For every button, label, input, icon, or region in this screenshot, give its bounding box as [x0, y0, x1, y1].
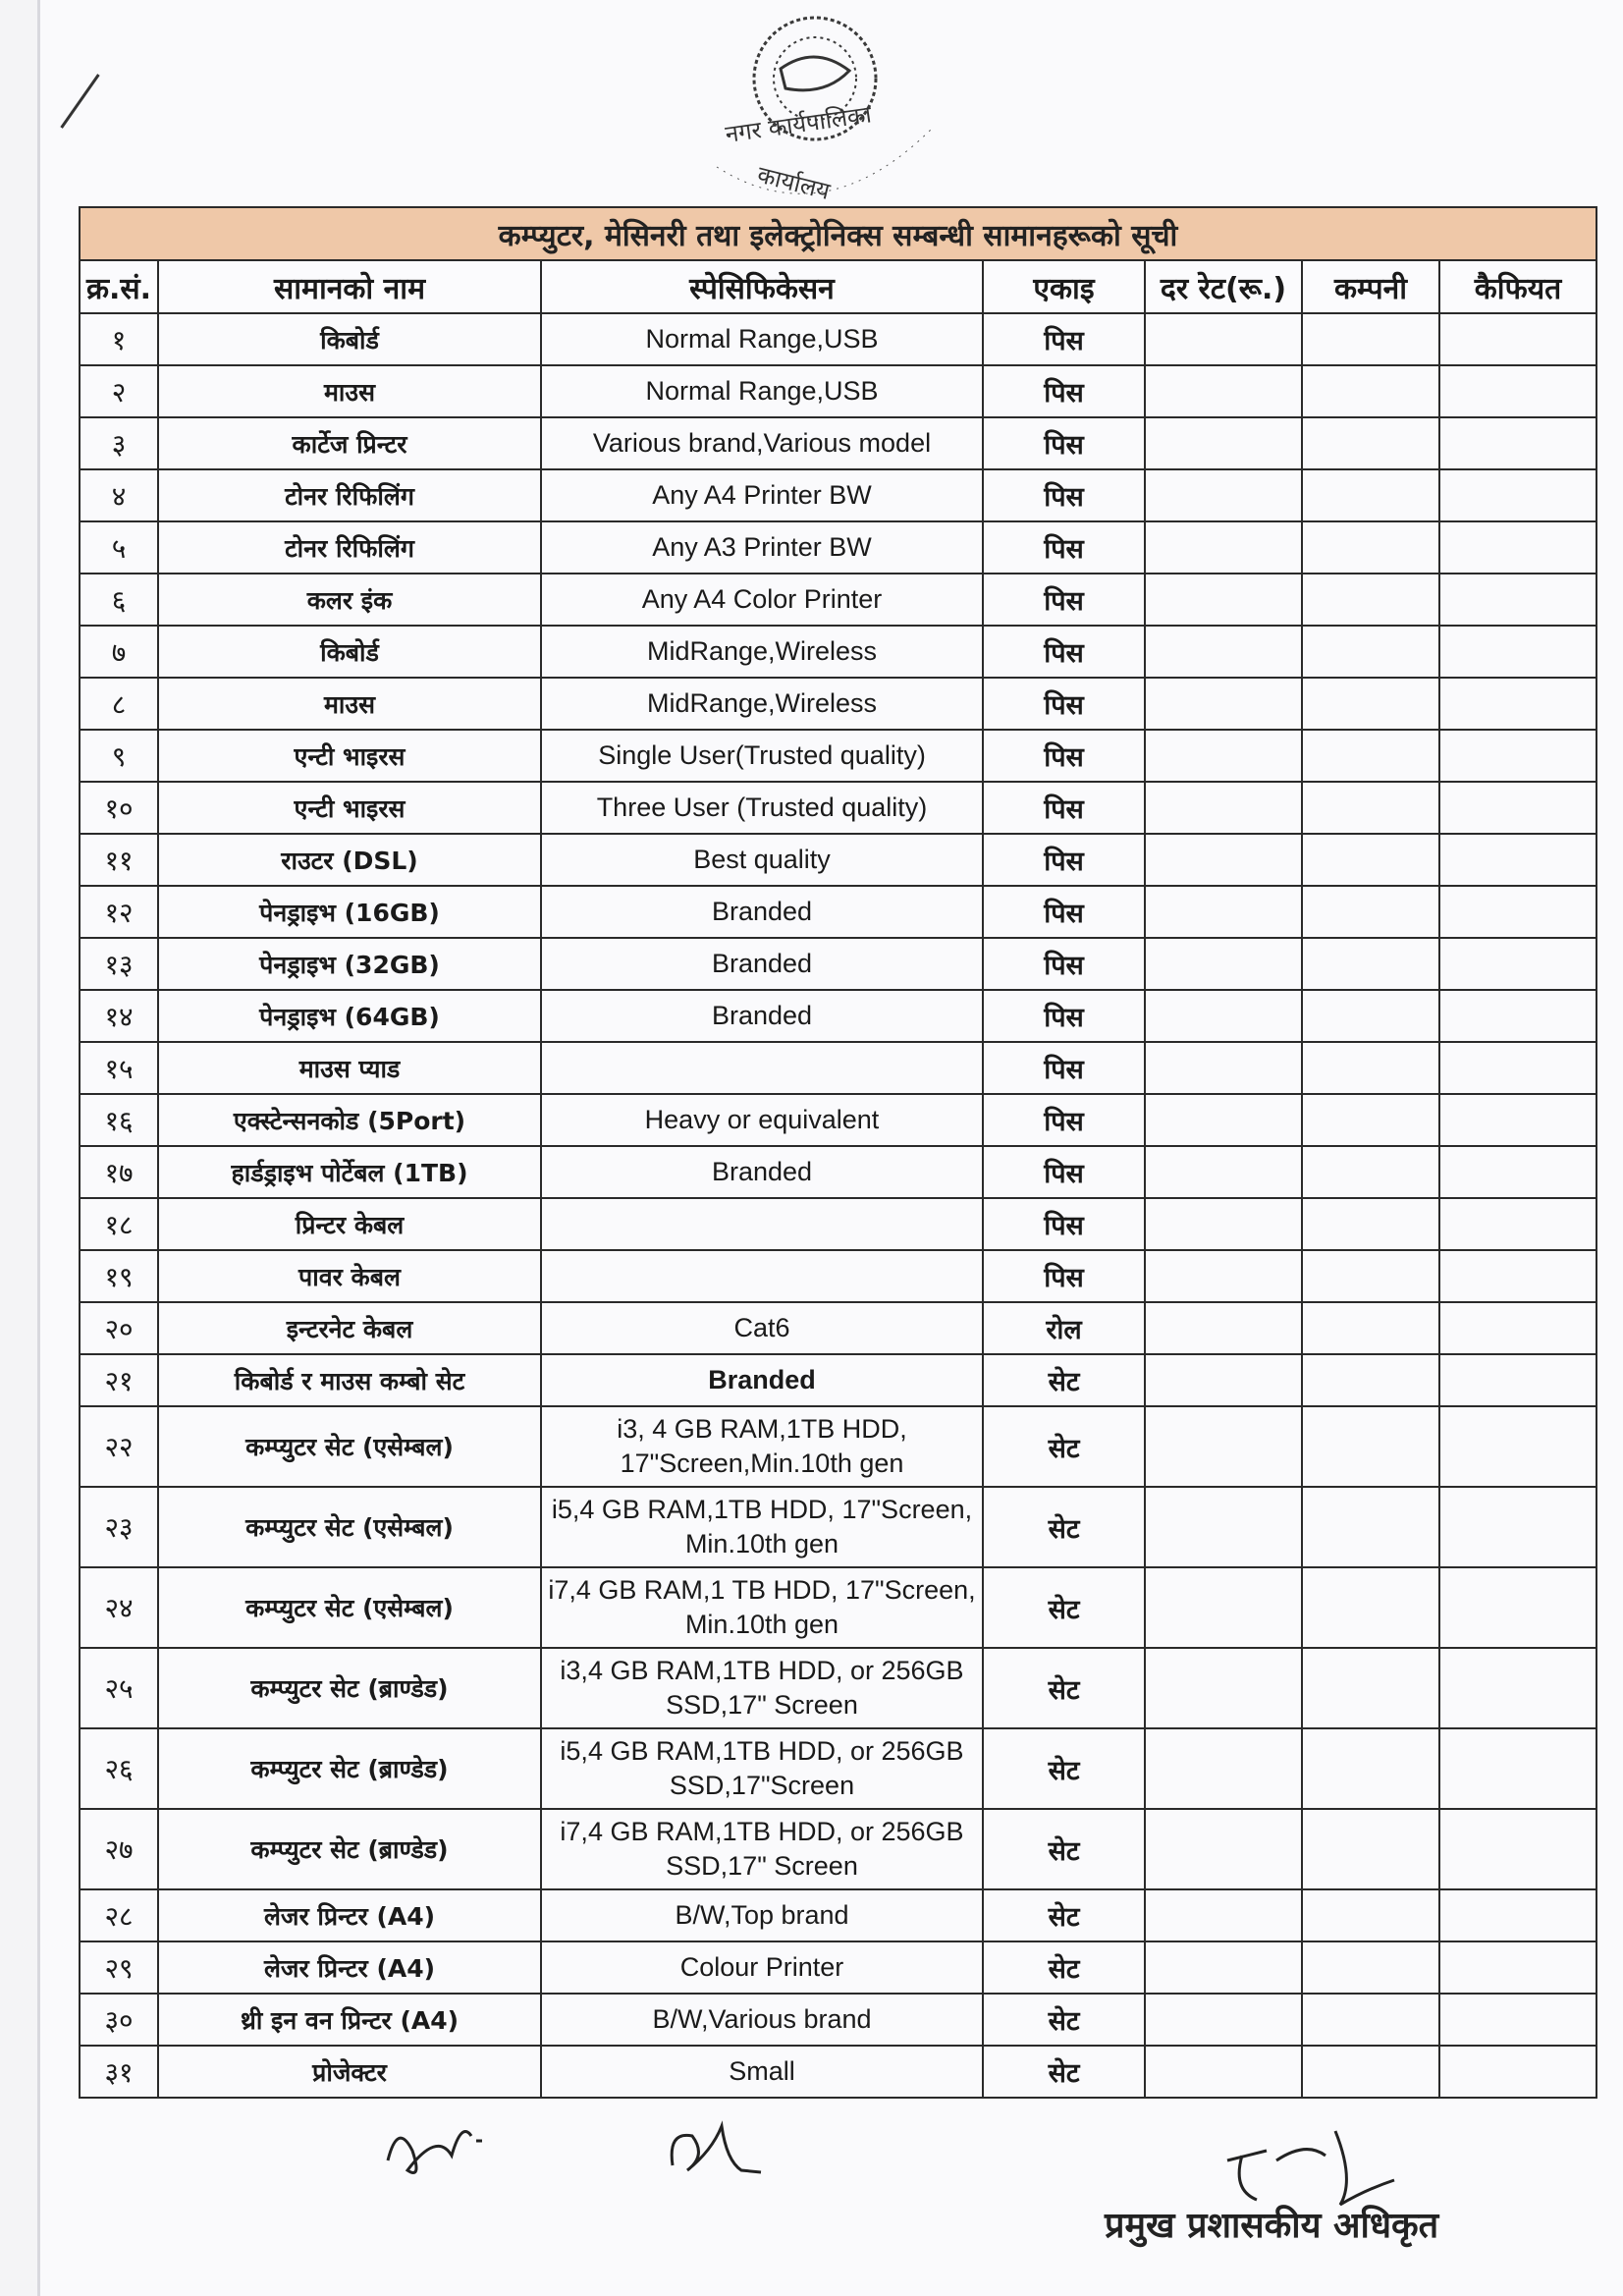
- item-spec: MidRange,Wireless: [541, 678, 983, 730]
- company-cell: [1302, 1146, 1439, 1198]
- item-unit: पिस: [983, 574, 1145, 626]
- item-unit: सेट: [983, 1809, 1145, 1889]
- remarks-cell: [1439, 574, 1596, 626]
- item-unit: सेट: [983, 1354, 1145, 1406]
- company-cell: [1302, 1809, 1439, 1889]
- items-table: [79, 206, 1597, 2099]
- table-row: [80, 1250, 1596, 1302]
- remarks-cell: [1439, 1094, 1596, 1146]
- item-name: कार्टेज प्रिन्टर: [158, 417, 541, 469]
- item-unit: सेट: [983, 1941, 1145, 1994]
- item-serial: २८: [80, 1889, 158, 1941]
- table-row: [80, 1198, 1596, 1250]
- item-unit: पिस: [983, 886, 1145, 938]
- item-unit: पिस: [983, 313, 1145, 365]
- item-spec: Heavy or equivalent: [541, 1094, 983, 1146]
- item-name: कम्प्युटर सेट (एसेम्बल): [158, 1567, 541, 1648]
- item-spec: Branded: [541, 886, 983, 938]
- item-serial: ५: [80, 521, 158, 574]
- remarks-cell: [1439, 1198, 1596, 1250]
- rate-cell: [1145, 1094, 1302, 1146]
- item-unit: पिस: [983, 417, 1145, 469]
- remarks-cell: [1439, 1889, 1596, 1941]
- item-unit: पिस: [983, 1250, 1145, 1302]
- company-cell: [1302, 1941, 1439, 1994]
- rate-cell: [1145, 1146, 1302, 1198]
- item-serial: २२: [80, 1406, 158, 1487]
- item-serial: १७: [80, 1146, 158, 1198]
- remarks-cell: [1439, 1302, 1596, 1354]
- remarks-cell: [1439, 1728, 1596, 1809]
- company-cell: [1302, 1487, 1439, 1567]
- table-row: [80, 574, 1596, 626]
- company-cell: [1302, 469, 1439, 521]
- company-cell: [1302, 313, 1439, 365]
- item-spec: MidRange,Wireless: [541, 626, 983, 678]
- rate-cell: [1145, 1648, 1302, 1728]
- remarks-cell: [1439, 469, 1596, 521]
- remarks-cell: [1439, 782, 1596, 834]
- item-unit: पिस: [983, 365, 1145, 417]
- company-cell: [1302, 782, 1439, 834]
- rate-cell: [1145, 782, 1302, 834]
- item-unit: पिस: [983, 938, 1145, 990]
- item-spec: Normal Range,USB: [541, 313, 983, 365]
- item-spec: Various brand,Various model: [541, 417, 983, 469]
- item-unit: पिस: [983, 626, 1145, 678]
- company-cell: [1302, 938, 1439, 990]
- item-serial: ३: [80, 417, 158, 469]
- rate-cell: [1145, 990, 1302, 1042]
- remarks-cell: [1439, 1567, 1596, 1648]
- signature-3: [1217, 2121, 1414, 2210]
- company-cell: [1302, 1042, 1439, 1094]
- col-header-spec: स्पेसिफिकेसन: [541, 260, 983, 313]
- item-spec: Branded: [541, 1354, 983, 1406]
- item-serial: ३१: [80, 2046, 158, 2098]
- item-spec: Branded: [541, 938, 983, 990]
- company-cell: [1302, 626, 1439, 678]
- company-cell: [1302, 1094, 1439, 1146]
- rate-cell: [1145, 365, 1302, 417]
- item-spec: Normal Range,USB: [541, 365, 983, 417]
- item-spec: Cat6: [541, 1302, 983, 1354]
- table-row: [80, 678, 1596, 730]
- remarks-cell: [1439, 678, 1596, 730]
- table-row: [80, 782, 1596, 834]
- remarks-cell: [1439, 886, 1596, 938]
- item-name: किबोर्ड र माउस कम्बो सेट: [158, 1354, 541, 1406]
- rate-cell: [1145, 313, 1302, 365]
- remarks-cell: [1439, 1406, 1596, 1487]
- item-serial: ३०: [80, 1994, 158, 2046]
- rate-cell: [1145, 574, 1302, 626]
- item-name: एक्स्टेन्सनकोड (5Port): [158, 1094, 541, 1146]
- item-name: थ्री इन वन प्रिन्टर (A4): [158, 1994, 541, 2046]
- signature-2: [653, 2111, 771, 2190]
- item-serial: २: [80, 365, 158, 417]
- item-name: माउस प्याड: [158, 1042, 541, 1094]
- item-unit: पिस: [983, 782, 1145, 834]
- page-edge: [37, 0, 40, 2296]
- item-serial: १९: [80, 1250, 158, 1302]
- company-cell: [1302, 1567, 1439, 1648]
- rate-cell: [1145, 1406, 1302, 1487]
- rate-cell: [1145, 1198, 1302, 1250]
- rate-cell: [1145, 1809, 1302, 1889]
- company-cell: [1302, 2046, 1439, 2098]
- item-unit: पिस: [983, 678, 1145, 730]
- item-serial: २०: [80, 1302, 158, 1354]
- table-row: [80, 1406, 1596, 1487]
- item-name: टोनर रिफिलिंग: [158, 469, 541, 521]
- item-unit: सेट: [983, 1994, 1145, 2046]
- rate-cell: [1145, 1567, 1302, 1648]
- item-serial: ९: [80, 730, 158, 782]
- item-serial: ४: [80, 469, 158, 521]
- table-row: [80, 626, 1596, 678]
- rate-cell: [1145, 834, 1302, 886]
- item-spec: B/W,Top brand: [541, 1889, 983, 1941]
- remarks-cell: [1439, 1648, 1596, 1728]
- item-name: कम्प्युटर सेट (एसेम्बल): [158, 1487, 541, 1567]
- item-spec: Any A4 Printer BW: [541, 469, 983, 521]
- company-cell: [1302, 521, 1439, 574]
- rate-cell: [1145, 1994, 1302, 2046]
- item-spec: i5,4 GB RAM,1TB HDD, 17"Screen, Min.10th gen: [541, 1487, 983, 1567]
- item-spec: i7,4 GB RAM,1 TB HDD, 17"Screen, Min.10th gen: [541, 1567, 983, 1648]
- item-name: हार्डड्राइभ पोर्टेबल (1TB): [158, 1146, 541, 1198]
- item-serial: १४: [80, 990, 158, 1042]
- item-name: पावर केबल: [158, 1250, 541, 1302]
- company-cell: [1302, 1728, 1439, 1809]
- rate-cell: [1145, 1302, 1302, 1354]
- col-header-company: कम्पनी: [1302, 260, 1439, 313]
- rate-cell: [1145, 938, 1302, 990]
- item-serial: १८: [80, 1198, 158, 1250]
- item-name: राउटर (DSL): [158, 834, 541, 886]
- table-row: [80, 1809, 1596, 1889]
- item-serial: २५: [80, 1648, 158, 1728]
- company-cell: [1302, 1406, 1439, 1487]
- rate-cell: [1145, 1941, 1302, 1994]
- signature-1: [378, 2102, 515, 2190]
- item-serial: १६: [80, 1094, 158, 1146]
- table-row: [80, 1302, 1596, 1354]
- item-unit: सेट: [983, 1728, 1145, 1809]
- item-unit: सेट: [983, 2046, 1145, 2098]
- item-name: किबोर्ड: [158, 313, 541, 365]
- table-row: [80, 1994, 1596, 2046]
- item-unit: पिस: [983, 1094, 1145, 1146]
- remarks-cell: [1439, 2046, 1596, 2098]
- table-row: [80, 834, 1596, 886]
- item-serial: २६: [80, 1728, 158, 1809]
- remarks-cell: [1439, 1809, 1596, 1889]
- company-cell: [1302, 417, 1439, 469]
- item-name: कम्प्युटर सेट (ब्राण्डेड): [158, 1648, 541, 1728]
- item-name: कम्प्युटर सेट (ब्राण्डेड): [158, 1809, 541, 1889]
- item-spec: Small: [541, 2046, 983, 2098]
- company-cell: [1302, 1648, 1439, 1728]
- table-row: [80, 1567, 1596, 1648]
- table-row: [80, 1042, 1596, 1094]
- list-title: कम्प्युटर, मेसिनरी तथा इलेक्ट्रोनिक्स सम्बन्धी सामानहरूको सूची: [80, 207, 1596, 260]
- rate-cell: [1145, 417, 1302, 469]
- rate-cell: [1145, 626, 1302, 678]
- remarks-cell: [1439, 1354, 1596, 1406]
- item-unit: पिस: [983, 730, 1145, 782]
- table-row: [80, 1648, 1596, 1728]
- item-spec: Three User (Trusted quality): [541, 782, 983, 834]
- item-unit: सेट: [983, 1406, 1145, 1487]
- table-row: [80, 1889, 1596, 1941]
- item-name: इन्टरनेट केबल: [158, 1302, 541, 1354]
- item-serial: २१: [80, 1354, 158, 1406]
- item-unit: पिस: [983, 469, 1145, 521]
- table-row: [80, 1941, 1596, 1994]
- table-row: [80, 1354, 1596, 1406]
- table-row: [80, 1728, 1596, 1809]
- item-serial: १: [80, 313, 158, 365]
- item-name: कलर इंक: [158, 574, 541, 626]
- rate-cell: [1145, 1354, 1302, 1406]
- table-row: [80, 469, 1596, 521]
- item-spec: Any A3 Printer BW: [541, 521, 983, 574]
- table-row: [80, 1146, 1596, 1198]
- item-spec: [541, 1042, 983, 1094]
- item-name: एन्टी भाइरस: [158, 730, 541, 782]
- item-unit: सेट: [983, 1648, 1145, 1728]
- company-cell: [1302, 886, 1439, 938]
- svg-text:कार्यालय: कार्यालय: [754, 160, 834, 205]
- company-cell: [1302, 1250, 1439, 1302]
- col-header-rate: दर रेट(रू.): [1145, 260, 1302, 313]
- item-name: लेजर प्रिन्टर (A4): [158, 1889, 541, 1941]
- item-unit: पिस: [983, 1198, 1145, 1250]
- company-cell: [1302, 678, 1439, 730]
- table-row: [80, 365, 1596, 417]
- remarks-cell: [1439, 834, 1596, 886]
- item-name: पेनड्राइभ (64GB): [158, 990, 541, 1042]
- item-name: लेजर प्रिन्टर (A4): [158, 1941, 541, 1994]
- item-serial: १५: [80, 1042, 158, 1094]
- col-header-unit: एकाइ: [983, 260, 1145, 313]
- item-name: प्रिन्टर केबल: [158, 1198, 541, 1250]
- item-serial: ६: [80, 574, 158, 626]
- rate-cell: [1145, 1728, 1302, 1809]
- remarks-cell: [1439, 1250, 1596, 1302]
- chief-administrative-officer-label: प्रमुख प्रशासकीय अधिकृत: [1105, 2206, 1439, 2246]
- remarks-cell: [1439, 990, 1596, 1042]
- item-serial: २३: [80, 1487, 158, 1567]
- col-header-sn: क्र.सं.: [80, 260, 158, 313]
- company-cell: [1302, 365, 1439, 417]
- item-name: माउस: [158, 365, 541, 417]
- table-body: [80, 313, 1596, 2098]
- remarks-cell: [1439, 730, 1596, 782]
- remarks-cell: [1439, 626, 1596, 678]
- company-cell: [1302, 834, 1439, 886]
- item-serial: १०: [80, 782, 158, 834]
- rate-cell: [1145, 886, 1302, 938]
- item-spec: Single User(Trusted quality): [541, 730, 983, 782]
- rate-cell: [1145, 1042, 1302, 1094]
- item-serial: १३: [80, 938, 158, 990]
- item-serial: २४: [80, 1567, 158, 1648]
- rate-cell: [1145, 2046, 1302, 2098]
- item-spec: Branded: [541, 1146, 983, 1198]
- table-row: [80, 730, 1596, 782]
- table-row: [80, 990, 1596, 1042]
- item-name: पेनड्राइभ (32GB): [158, 938, 541, 990]
- item-spec: B/W,Various brand: [541, 1994, 983, 2046]
- table-row: [80, 1094, 1596, 1146]
- table-row: [80, 938, 1596, 990]
- item-serial: १२: [80, 886, 158, 938]
- table-row: [80, 313, 1596, 365]
- remarks-cell: [1439, 1042, 1596, 1094]
- rate-cell: [1145, 730, 1302, 782]
- company-cell: [1302, 574, 1439, 626]
- remarks-cell: [1439, 417, 1596, 469]
- item-name: प्रोजेक्टर: [158, 2046, 541, 2098]
- item-spec: i3, 4 GB RAM,1TB HDD, 17"Screen,Min.10th gen: [541, 1406, 983, 1487]
- rate-cell: [1145, 1487, 1302, 1567]
- item-name: टोनर रिफिलिंग: [158, 521, 541, 574]
- company-cell: [1302, 1889, 1439, 1941]
- company-cell: [1302, 1354, 1439, 1406]
- col-header-name: सामानको नाम: [158, 260, 541, 313]
- item-name: कम्प्युटर सेट (एसेम्बल): [158, 1406, 541, 1487]
- item-name: एन्टी भाइरस: [158, 782, 541, 834]
- remarks-cell: [1439, 1941, 1596, 1994]
- table-row: [80, 417, 1596, 469]
- company-cell: [1302, 990, 1439, 1042]
- item-serial: २९: [80, 1941, 158, 1994]
- item-spec: i3,4 GB RAM,1TB HDD, or 256GB SSD,17" Screen: [541, 1648, 983, 1728]
- col-header-remarks: कैफियत: [1439, 260, 1596, 313]
- item-serial: २७: [80, 1809, 158, 1889]
- item-unit: पिस: [983, 1146, 1145, 1198]
- table-row: [80, 2046, 1596, 2098]
- item-unit: सेट: [983, 1889, 1145, 1941]
- remarks-cell: [1439, 365, 1596, 417]
- remarks-cell: [1439, 521, 1596, 574]
- rate-cell: [1145, 678, 1302, 730]
- remarks-cell: [1439, 1487, 1596, 1567]
- item-unit: पिस: [983, 521, 1145, 574]
- table-row: [80, 521, 1596, 574]
- remarks-cell: [1439, 938, 1596, 990]
- rate-cell: [1145, 469, 1302, 521]
- item-spec: i7,4 GB RAM,1TB HDD, or 256GB SSD,17" Screen: [541, 1809, 983, 1889]
- item-spec: [541, 1198, 983, 1250]
- company-cell: [1302, 1198, 1439, 1250]
- remarks-cell: [1439, 1994, 1596, 2046]
- item-name: पेनड्राइभ (16GB): [158, 886, 541, 938]
- item-name: किबोर्ड: [158, 626, 541, 678]
- item-spec: Branded: [541, 990, 983, 1042]
- rate-cell: [1145, 521, 1302, 574]
- item-serial: ८: [80, 678, 158, 730]
- remarks-cell: [1439, 1146, 1596, 1198]
- item-name: माउस: [158, 678, 541, 730]
- item-serial: ११: [80, 834, 158, 886]
- company-cell: [1302, 1994, 1439, 2046]
- item-unit: पिस: [983, 834, 1145, 886]
- item-spec: Any A4 Color Printer: [541, 574, 983, 626]
- item-spec: Colour Printer: [541, 1941, 983, 1994]
- item-spec: [541, 1250, 983, 1302]
- item-unit: सेट: [983, 1567, 1145, 1648]
- table-row: [80, 1487, 1596, 1567]
- item-name: कम्प्युटर सेट (ब्राण्डेड): [158, 1728, 541, 1809]
- rate-cell: [1145, 1250, 1302, 1302]
- item-unit: पिस: [983, 990, 1145, 1042]
- remarks-cell: [1439, 313, 1596, 365]
- item-unit: रोल: [983, 1302, 1145, 1354]
- table-row: [80, 886, 1596, 938]
- item-unit: पिस: [983, 1042, 1145, 1094]
- rate-cell: [1145, 1889, 1302, 1941]
- item-unit: सेट: [983, 1487, 1145, 1567]
- company-cell: [1302, 1302, 1439, 1354]
- item-spec: Best quality: [541, 834, 983, 886]
- item-spec: i5,4 GB RAM,1TB HDD, or 256GB SSD,17"Screen: [541, 1728, 983, 1809]
- item-serial: ७: [80, 626, 158, 678]
- company-cell: [1302, 730, 1439, 782]
- svg-text:नगर कार्यपालिका: नगर कार्यपालिका: [723, 100, 874, 148]
